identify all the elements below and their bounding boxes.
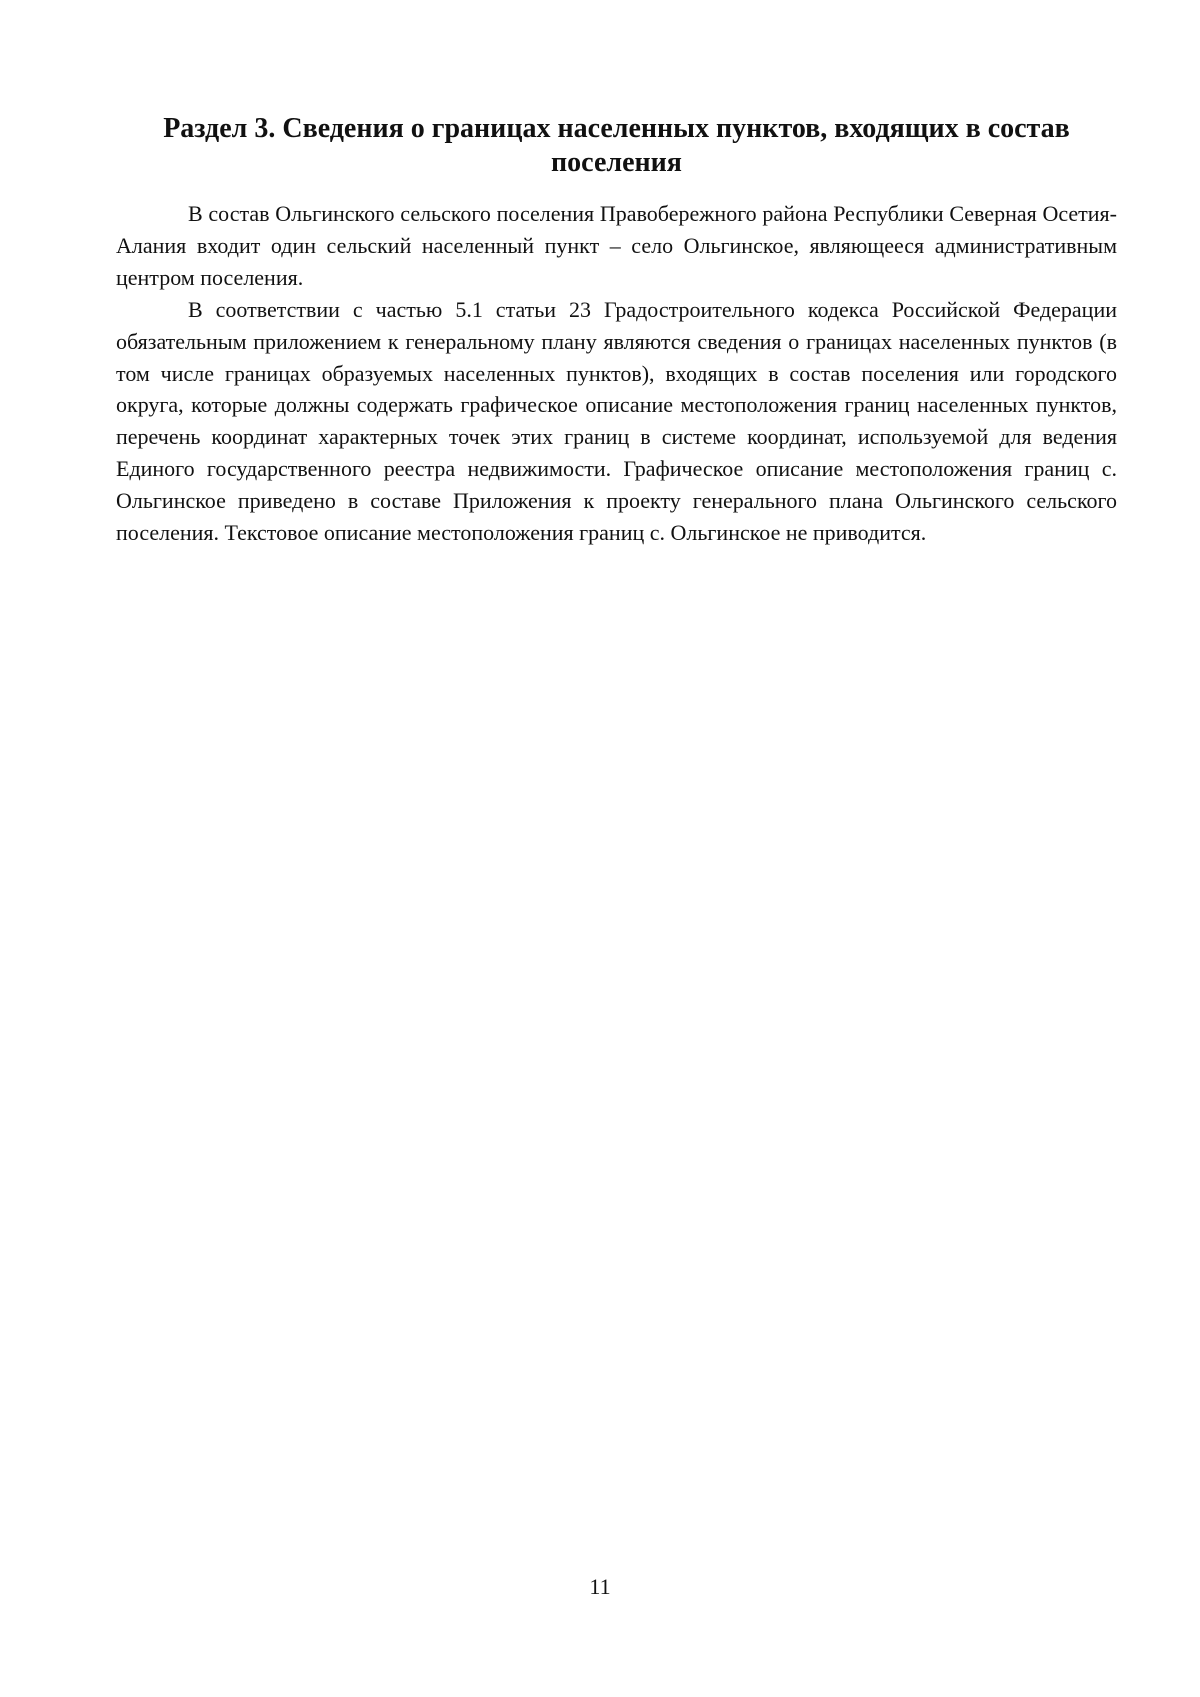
page-number: 11 <box>589 1574 611 1599</box>
section-title: Раздел 3. Сведения о границах населенных пунктов, входящих в состав поселения <box>163 113 1070 178</box>
paragraph-settlement-composition: В состав Ольгинского сельского поселения Правобережного района Республики Северная Осетия-Алания входит один сельский населенный пункт – село Ольгинское, являющееся административным центром поселения. <box>116 201 1117 290</box>
body-text <box>116 198 1117 549</box>
paragraph-boundary-information: В соответствии с частью 5.1 статьи 23 Градостроительного кодекса Российской Федерации обязательным приложением к генеральному плану являются сведения о границах населенных пунктов (в том числе границах образуемых населенных пунктов), входящих в состав поселения или городского округа, которые должны содержать графическое описание местоположения границ населенных пунктов, перечень координат характерных точек этих границ в системе координат, используемой для ведения Единого государственного реестра недвижимости. Графическое описание местоположения границ с. Ольгинское приведено в составе Приложения к проекту генерального плана Ольгинского сельского поселения. Текстовое описание местоположения границ с. Ольгинское не приводится. <box>116 296 1117 546</box>
